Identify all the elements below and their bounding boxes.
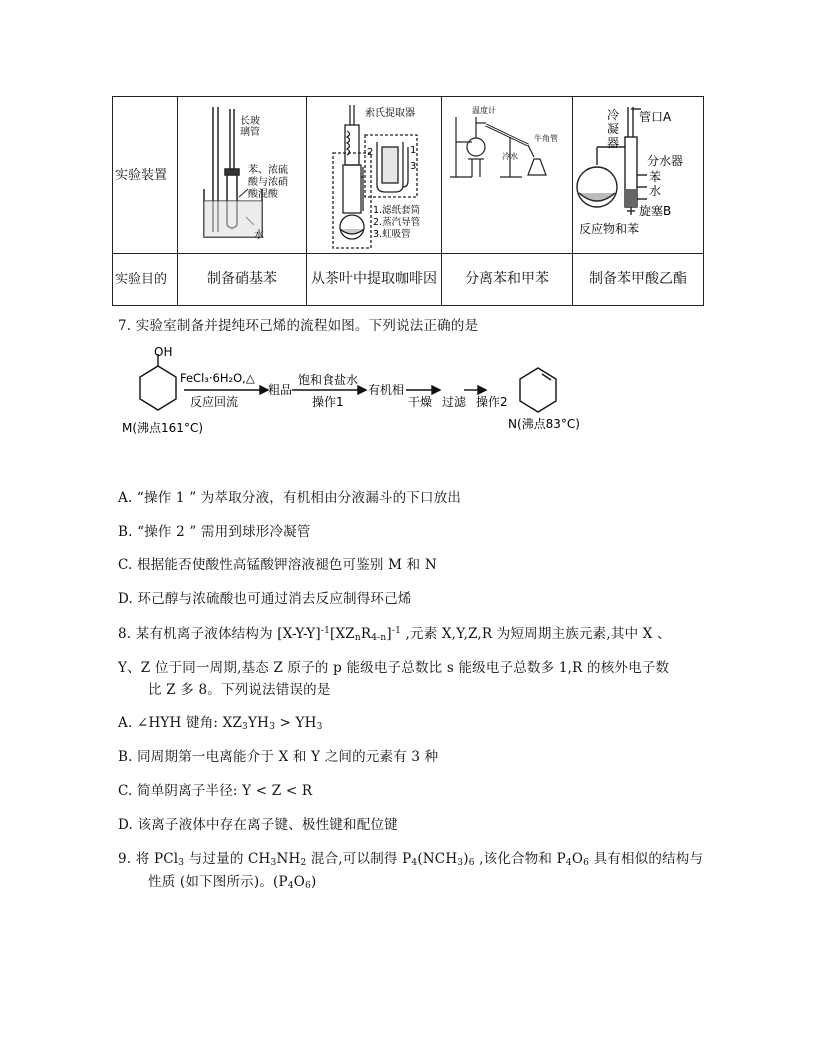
q7-dry: 干燥 bbox=[408, 395, 433, 409]
q7-oh: OH bbox=[154, 345, 173, 359]
q9-sub: 2 bbox=[300, 858, 307, 868]
q9-part: O bbox=[571, 851, 584, 867]
q7-reagent-bottom: 反应回流 bbox=[190, 395, 239, 409]
device-cell-nitrobenzene bbox=[178, 97, 307, 254]
device-cell-water-separator bbox=[573, 97, 704, 254]
label-vapor-tube: 2.蒸汽导管 bbox=[373, 217, 421, 228]
q8-stem-line3: 比 Z 多 8。下列说法错误的是 bbox=[148, 682, 331, 698]
q9-sub: 3 bbox=[178, 858, 185, 868]
q8-stem-part: ] bbox=[386, 626, 392, 642]
distillation-apparatus-diagram bbox=[442, 97, 572, 249]
device-cell-distillation bbox=[442, 97, 573, 254]
q7-n-label: N(沸点83°C) bbox=[508, 417, 580, 431]
q7-reagent-top: FeCl₃·6H₂O,△ bbox=[180, 371, 255, 385]
label-long-tube-1: 长玻 bbox=[240, 116, 260, 127]
q8-option-b: B. 同周期第一电离能介于 X 和 Y 之间的元素有 3 种 bbox=[118, 749, 439, 765]
q9-part: 混合,可以制得 P bbox=[306, 851, 412, 867]
q7-option-a: A. “操作 1 ” 为萃取分液，有机相由分液漏斗的下口放出 bbox=[118, 490, 462, 506]
label-adapter: 牛角管 bbox=[534, 134, 558, 143]
q9-part: ,该化合物和 P bbox=[474, 851, 566, 867]
q9-part: 9. 将 PCl bbox=[118, 851, 179, 867]
purpose-3: 分离苯和甲苯 bbox=[442, 254, 573, 306]
q9-stem-line2 bbox=[148, 870, 316, 891]
q9-sub: 4 bbox=[287, 881, 294, 891]
q8-option-c: C. 简单阴离子半径: Y < Z < R bbox=[118, 783, 313, 799]
q8-stem-line1 bbox=[118, 622, 671, 643]
label-siphon: 3.虹吸管 bbox=[373, 229, 411, 240]
label-port-a: 管口A bbox=[639, 110, 672, 124]
q9-part: ) bbox=[310, 874, 317, 890]
device-cell-soxhlet bbox=[307, 97, 442, 254]
row-header-purpose: 实验目的 bbox=[113, 254, 178, 306]
q7-stem: 7. 实验室制备并提纯环己烯的流程如图。下列说法正确的是 bbox=[118, 318, 479, 334]
q7-brine: 饱和食盐水 bbox=[298, 373, 359, 387]
q8-a-sub: 3 bbox=[316, 722, 323, 732]
label-condenser-2: 凝 bbox=[607, 122, 620, 136]
q9-sub: 6 bbox=[468, 858, 475, 868]
q8-a-sub: 3 bbox=[242, 722, 248, 732]
label-benzene: 苯 bbox=[649, 170, 662, 184]
experiment-table bbox=[112, 96, 704, 306]
purpose-1: 制备硝基苯 bbox=[178, 254, 307, 306]
q9-part: 具有相似的结构与 bbox=[589, 851, 704, 867]
label-condenser-1: 冷 bbox=[607, 108, 620, 122]
label-cold-water: 冷水 bbox=[502, 152, 518, 161]
soxhlet-apparatus-diagram bbox=[307, 97, 441, 249]
q9-sub: 4 bbox=[565, 858, 572, 868]
q8-option-a bbox=[118, 711, 323, 732]
q8-a-sub: 3 bbox=[269, 722, 275, 732]
label-mixture-2: 酸与浓硝 bbox=[248, 177, 288, 188]
label-long-tube-2: 璃管 bbox=[240, 127, 260, 138]
label-filter-sleeve: 1.滤纸套筒 bbox=[373, 205, 421, 216]
q9-part: 与过量的 CH bbox=[184, 851, 271, 867]
q7-op2: 操作2 bbox=[476, 395, 508, 409]
q7-flow-scheme bbox=[118, 344, 598, 440]
q7-filter: 过滤 bbox=[442, 395, 467, 409]
q8-stem-part: 8. 某有机离子液体结构为 [X-Y-Y] bbox=[118, 626, 321, 642]
purpose-2: 从茶叶中提取咖啡因 bbox=[307, 254, 442, 306]
q9-sub: 6 bbox=[583, 858, 590, 868]
q8-charge-1: -1 bbox=[320, 626, 330, 636]
q7-op1: 操作1 bbox=[312, 395, 344, 409]
q8-a-part: A. ∠HYH 键角: XZ bbox=[118, 715, 243, 731]
q7-m-label: M(沸点161°C) bbox=[122, 421, 204, 435]
q7-crude: 粗品 bbox=[268, 383, 293, 397]
label-separator: 分水器 bbox=[647, 154, 684, 168]
q7-organic: 有机相 bbox=[368, 383, 405, 397]
q8-stem-part: ,元素 X,Y,Z,R 为短周期主族元素,其中 X 、 bbox=[401, 626, 671, 642]
q8-stem-part: [XZ bbox=[330, 626, 355, 642]
row-header-device: 实验装置 bbox=[113, 97, 178, 254]
q9-part: NH bbox=[276, 851, 301, 867]
purpose-4: 制备苯甲酸乙酯 bbox=[573, 254, 704, 306]
label-mixture-3: 酸混酸 bbox=[248, 189, 278, 200]
label-water-layer: 水 bbox=[649, 184, 662, 198]
label-part-2: 2 bbox=[367, 147, 374, 158]
label-condenser-3: 器 bbox=[607, 136, 620, 150]
q8-a-part: > YH bbox=[275, 715, 317, 731]
q9-part: (NCH bbox=[417, 851, 458, 867]
label-reactants: 反应物和苯 bbox=[579, 222, 640, 236]
q7-option-d: D. 环己醇与浓硫酸也可通过消去反应制得环己烯 bbox=[118, 591, 412, 607]
q8-stem-line2: Y、Z 位于同一周期,基态 Z 原子的 p 能级电子总数比 s 能级电子总数多 1,R 的核外电子数 bbox=[118, 660, 670, 676]
label-part-3: 3 bbox=[410, 161, 417, 172]
q8-option-d: D. 该离子液体中存在离子键、极性键和配位键 bbox=[118, 817, 398, 833]
q9-sub: 3 bbox=[270, 858, 277, 868]
q9-sub: 4 bbox=[411, 858, 418, 868]
label-thermometer: 温度计 bbox=[472, 106, 496, 115]
q9-part: 性质 (如下图所示)。(P bbox=[148, 874, 288, 890]
q7-option-c: C. 根据能否使酸性高锰酸钾溶液褪色可鉴别 M 和 N bbox=[118, 557, 437, 573]
q9-sub: 3 bbox=[457, 858, 464, 868]
q9-sub: 6 bbox=[305, 881, 311, 891]
q9-stem-line1 bbox=[118, 847, 703, 868]
q8-a-part: YH bbox=[247, 715, 270, 731]
water-separator-apparatus-diagram bbox=[573, 97, 703, 249]
q9-part: ) bbox=[463, 851, 469, 867]
q8-sub-n: n bbox=[354, 633, 361, 643]
nitrobenzene-apparatus-diagram bbox=[178, 97, 306, 249]
q8-sub-4n: 4-n bbox=[371, 633, 387, 643]
q9-part: O bbox=[293, 874, 305, 890]
q7-option-b: B. “操作 2 ” 需用到球形冷凝管 bbox=[118, 524, 311, 540]
label-soxhlet: 索氏提取器 bbox=[365, 108, 415, 119]
label-stopcock-b: 旋塞B bbox=[639, 204, 672, 218]
q8-charge-2: -1 bbox=[391, 626, 402, 636]
q8-stem-part: R bbox=[360, 626, 372, 642]
label-water: 水 bbox=[254, 230, 264, 241]
label-mixture-1: 苯、浓硫 bbox=[248, 165, 288, 176]
label-part-1: 1 bbox=[410, 145, 417, 156]
